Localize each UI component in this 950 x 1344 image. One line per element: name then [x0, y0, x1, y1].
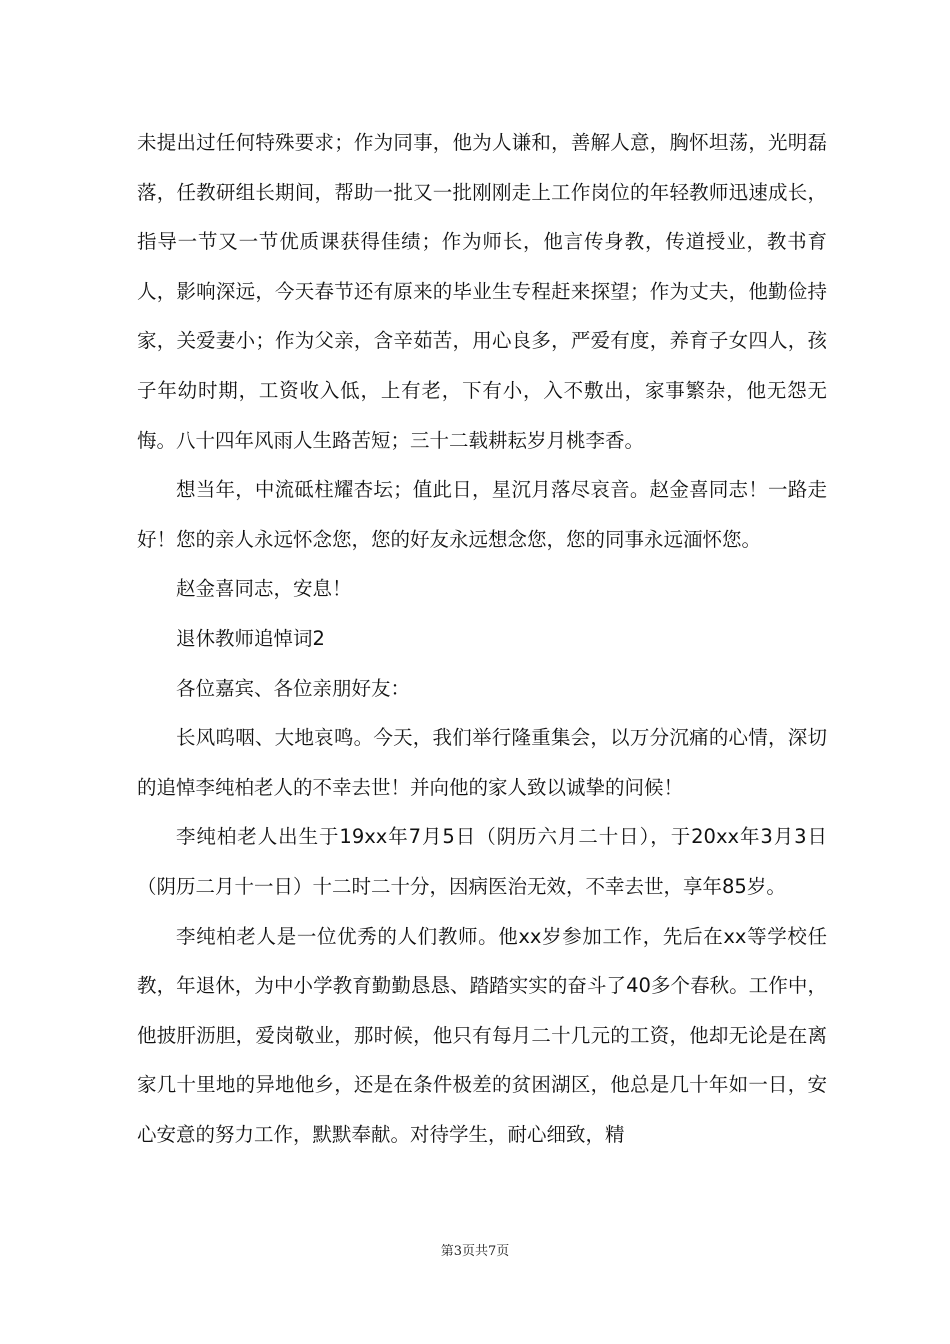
section-heading: 退休教师追悼词2 [176, 626, 325, 650]
paragraph: 长风呜咽、大地哀鸣。今天，我们举行隆重集会，以万分沉痛的心情，深切的追悼李纯柏老人的不幸去世！并向他的家人致以诚挚的问候！ [137, 726, 827, 799]
paragraph: 赵金喜同志，安息！ [176, 577, 352, 601]
paragraph: 想当年，中流砥柱耀杏坛；值此日，星沉月落尽哀音。赵金喜同志！一路走好！您的亲人永远怀念您，您的好友永远想念您，您的同事永远湎怀您。 [137, 478, 827, 551]
salutation: 各位嘉宾、各位亲朋好友： [176, 676, 411, 700]
document-body [137, 118, 827, 1159]
paragraph: 李纯柏老人是一位优秀的人们教师。他xx岁参加工作，先后在xx等学校任教，年退休，为中小学教育勤勤恳恳、踏踏实实的奋斗了40多个春秋。工作中，他披肝沥胆，爱岗敬业，那时候，他只有每月二十几元的工资，他却无论是在离家几十里地的异地他乡，还是在条件极差的贫困湖区，他总是几十年如一日，安心安意的努力工作，默默奉献。对待学生，耐心细致，精 [137, 924, 827, 1146]
page-number-footer: 第3页共7页 [440, 1244, 510, 1259]
paragraph: 未提出过任何特殊要求；作为同事，他为人谦和，善解人意，胸怀坦荡，光明磊落，任教研组长期间，帮助一批又一批刚刚走上工作岗位的年轻教师迅速成长，指导一节又一节优质课获得佳绩；作为师长，他言传身教，传道授业，教书育人，影响深远，今天春节还有原来的毕业生专程赶来探望；作为丈夫，他勤俭持家，关爱妻小；作为父亲，含辛茹苦，用心良多，严爱有度，养育子女四人，孩子年幼时期，工资收入低，上有老，下有小，入不敷出，家事繁杂，他无怨无悔。八十四年风雨人生路苦短；三十二载耕耘岁月桃李香。 [137, 131, 827, 452]
paragraph: 李纯柏老人出生于19xx年7月5日（阴历六月二十日），于20xx年3月3日（阴历二月十一日）十二时二十分，因病医治无效，不幸去世，享年85岁。 [137, 825, 827, 898]
